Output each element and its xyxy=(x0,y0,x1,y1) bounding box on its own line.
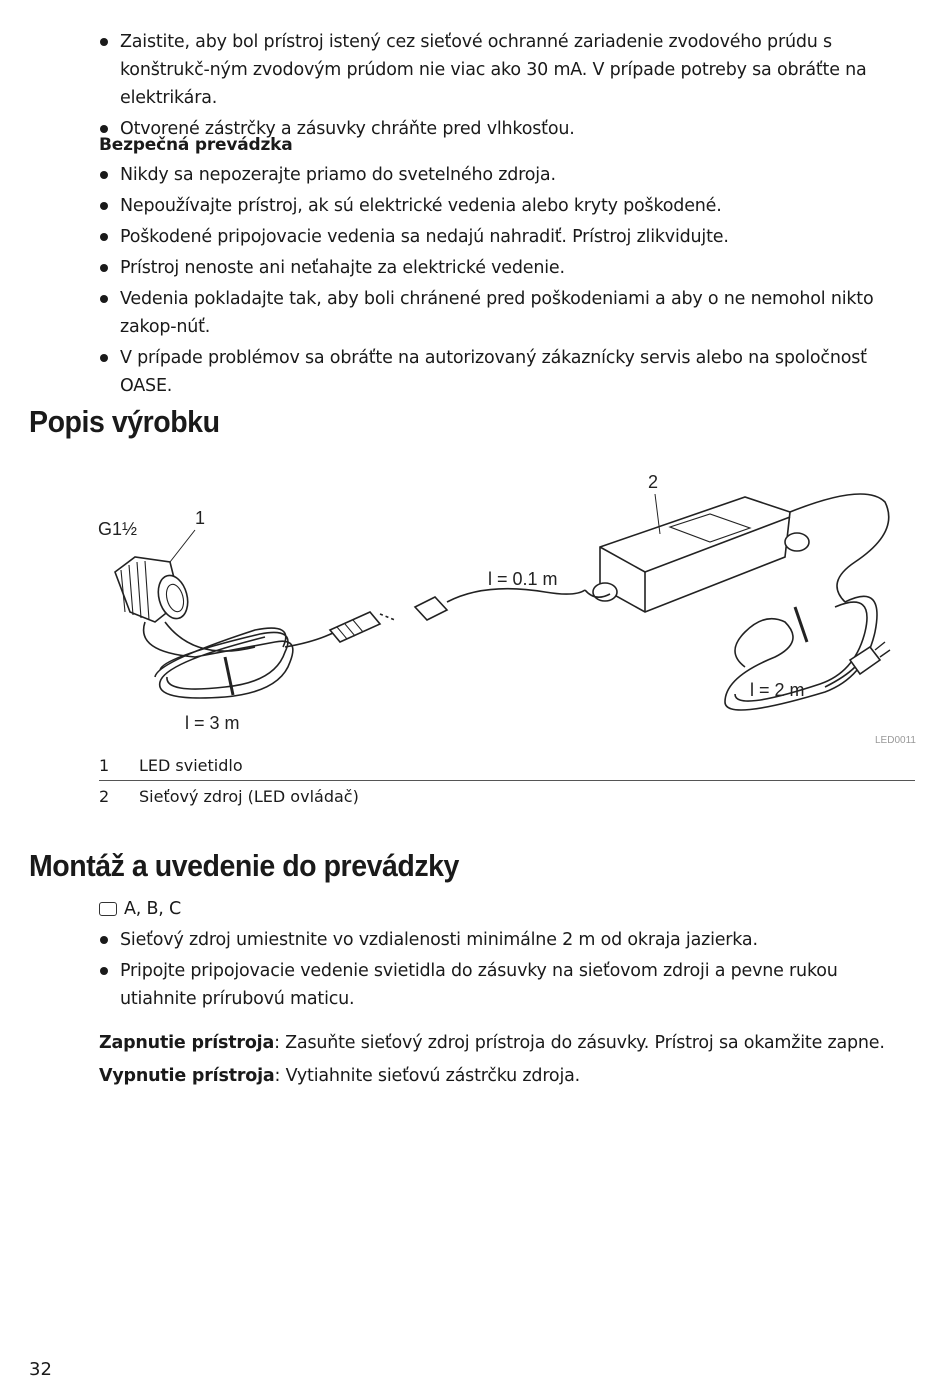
intro-bullet: Otvorené zástrčky a zásuvky chráňte pred vlhkosťou. xyxy=(99,115,915,143)
book-icon xyxy=(99,902,117,916)
figure-legend xyxy=(99,750,915,811)
safety-bullet: Prístroj nenoste ani neťahajte za elektrické vedenie. xyxy=(99,254,915,282)
switch-off-label: Vypnutie prístroja xyxy=(99,1066,275,1086)
legend-text: Sieťový zdroj (LED ovládač) xyxy=(139,786,359,806)
safety-bullet: Poškodené pripojovacie vedenia sa nedajú nahradiť. Prístroj zlikvidujte. xyxy=(99,223,915,251)
switch-on-paragraph xyxy=(99,1029,915,1057)
switch-on-label: Zapnutie prístroja xyxy=(99,1033,275,1053)
safety-bullet: V prípade problémov sa obráťte na autorizovaný zákaznícky servis alebo na spoločnosť OASE. xyxy=(99,344,915,400)
figure-reference-text: A, B, C xyxy=(124,899,182,919)
safety-subheading: Bezpečná prevádzka xyxy=(99,135,293,155)
power-supply-drawing xyxy=(585,494,889,612)
legend-number: 2 xyxy=(99,786,110,806)
legend-number: 1 xyxy=(99,755,110,775)
figure-code: LED0011 xyxy=(875,735,916,746)
product-figure xyxy=(85,462,920,752)
figure-reference xyxy=(99,895,181,923)
label-callout-2: 2 xyxy=(648,472,659,492)
intro-bullet-list xyxy=(99,28,915,143)
legend-row xyxy=(99,750,915,780)
label-short-cable-length: l = 0.1 m xyxy=(488,569,558,589)
safety-bullet-list xyxy=(99,161,915,400)
safety-bullet: Nepoužívajte prístroj, ak sú elektrické vedenia alebo kryty poškodené. xyxy=(99,192,915,220)
install-bullet: Pripojte pripojovacie vedenie svietidla do zásuvky na sieťovom zdroji a pevne rukou utiahnite prírubovú maticu. xyxy=(99,957,915,1013)
safety-section xyxy=(99,161,915,403)
install-bullet: Sieťový zdroj umiestnite vo vzdialenosti minimálne 2 m od okraja jazierka. xyxy=(99,926,915,954)
cable-connector-drawing xyxy=(330,589,585,642)
switch-off-text: : Vytiahnite sieťovú zástrčku zdroja. xyxy=(274,1066,580,1086)
safety-bullet: Vedenia pokladajte tak, aby boli chránené pred poškodeniami a aby o ne nemohol nikto zakop-núť. xyxy=(99,285,915,341)
safety-bullet: Nikdy sa nepozerajte priamo do svetelného zdroja. xyxy=(99,161,915,189)
legend-row xyxy=(99,780,915,811)
switch-off-paragraph xyxy=(99,1062,915,1090)
install-section xyxy=(99,926,915,1016)
label-thread-size: G1½ xyxy=(98,519,138,539)
product-heading: Popis výrobku xyxy=(29,404,220,439)
label-power-cable-length: l = 2 m xyxy=(750,680,805,700)
coiled-cable-3m-drawing xyxy=(144,622,335,698)
install-bullet-list xyxy=(99,926,915,1013)
label-long-cable-length: l = 3 m xyxy=(185,713,240,733)
install-heading: Montáž a uvedenie do prevádzky xyxy=(29,848,459,883)
legend-text: LED svietidlo xyxy=(139,755,243,775)
label-callout-1: 1 xyxy=(195,508,206,528)
intro-section xyxy=(99,28,915,146)
page-number: 32 xyxy=(29,1359,52,1380)
intro-bullet: Zaistite, aby bol prístroj istený cez sieťové ochranné zariadenie zvodového prúdu s konštrukč-ným zvodovým prúdom nie viac ako 30 mA. V prípade potreby sa obráťte na elektrikára. xyxy=(99,28,915,112)
switch-on-text: : Zasuňte sieťový zdroj prístroja do zásuvky. Prístroj sa okamžite zapne. xyxy=(274,1033,885,1053)
